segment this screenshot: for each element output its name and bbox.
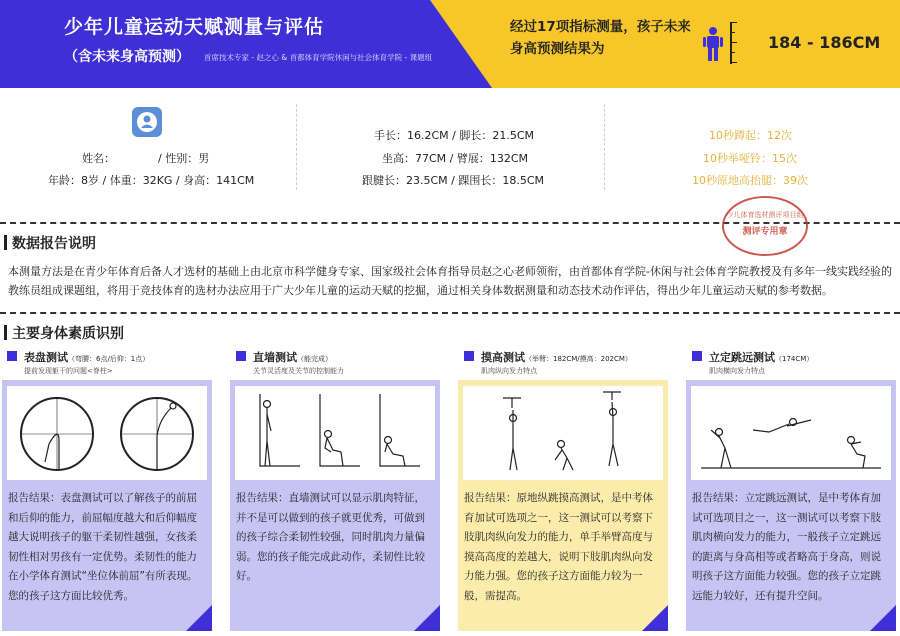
card-title: 立定跳远测试（174CM）: [709, 351, 814, 364]
divider: [296, 104, 298, 190]
card-desc: 提前发现躯干的问题<脊柱>: [24, 367, 113, 375]
section-marker: [4, 325, 7, 340]
card-marker: [464, 351, 474, 361]
page-title: 少年儿童运动天赋测量与评估: [64, 16, 325, 38]
user-icon: [136, 111, 158, 133]
card-result: 报告结果：立定跳远测试，是中考体育加试可选项目之一，这一测试可以考察下肢肌肉横向发力的能力，一般孩子立定跳远的距离与身高相等或者略高于身高，则说明孩子这方面能力较强。您的孩子立定跳远能力较好，还有提升空间。: [692, 492, 881, 602]
hand-foot-length: 手长：16.2CM / 脚长：21.5CM: [374, 129, 535, 142]
jump-test-illustration: [691, 386, 891, 480]
main-title: 主要身体素质识别: [12, 326, 124, 342]
card-result: 报告结果：直墙测试可以显示肌肉特征，并不是可以做到的孩子就更优秀，可做到的孩子综合柔韧性较强，同时肌肉力量偏弱。您的孩子能完成此动作，柔韧性比较好。: [236, 492, 425, 582]
stat-squat: 10秒蹲起：12次: [709, 129, 792, 142]
page-subtitle: （含未来身高预测）: [64, 49, 190, 65]
card-desc: 关节灵活度及关节的控制能力: [253, 367, 344, 375]
credit-line: 首席技术专家 - 赵之心 & 首都体育学院休闲与社会体育学院 - 课题组: [204, 53, 433, 62]
sitting-height-armspan: 坐高：77CM / 臂展：132CM: [382, 152, 529, 165]
card-title: 摸高测试（举臂：182CM/摸高：202CM）: [481, 351, 632, 364]
age-weight-height: 年龄：8岁 / 体重：32KG / 身高：141CM: [48, 174, 255, 187]
card-title: 直墙测试（能完成）: [253, 351, 332, 364]
clock-test-illustration: [7, 386, 207, 480]
seal-stamp: 少儿体育选材测评项目组 测评专用章: [722, 196, 808, 256]
card-desc: 肌肉横向发力特点: [709, 367, 765, 375]
achilles-ankle: 跟腱长：23.5CM / 踝围长：18.5CM: [362, 174, 545, 187]
card-title: 表盘测试（弯腰：6点/后仰：1点）: [24, 351, 150, 364]
card-desc: 肌肉纵向发力特点: [481, 367, 537, 375]
gender-label: / 性别：男: [158, 152, 210, 165]
stat-dumbbell: 10秒举哑铃：15次: [703, 152, 797, 165]
divider: [604, 104, 606, 190]
name-label: 姓名：: [82, 152, 115, 165]
report-title: 数据报告说明: [12, 236, 96, 252]
card-marker: [692, 351, 702, 361]
wall-test-illustration: [235, 386, 435, 480]
card-result: 报告结果：表盘测试可以了解孩子的前屈和后仰的能力，前屈幅度越大和后仰幅度越大说明孩子的躯干柔韧性越强，女孩柔韧性相对男孩有一定优势。柔韧性的能力在小学体育测试“坐位体前屈”有所表现。您的孩子这方面比较优秀。: [8, 492, 198, 602]
reach-test-illustration: [463, 386, 663, 480]
section-marker: [4, 235, 7, 250]
card-result: 报告结果：原地纵跳摸高测试，是中考体育加试可选项之一，这一测试可以考察下肢肌肉纵向发力的能力，单手举臂高度与摸高高度的差越大，说明下肢肌肉纵向发力能力强。您的孩子这方面能力较为一般，需提高。: [464, 492, 653, 602]
stat-high-knees: 10秒原地高抬腿：39次: [692, 174, 808, 187]
card-marker: [7, 351, 17, 361]
prediction-range: 184 - 186CM: [768, 33, 881, 52]
ruler-icon: [730, 22, 738, 64]
card-marker: [236, 351, 246, 361]
person-icon: [703, 27, 723, 61]
prediction-text: 经过17项指标测量，孩子未来身高预测结果为: [510, 19, 691, 57]
section-divider: [0, 312, 900, 314]
avatar: [132, 107, 162, 137]
report-body: 本测量方法是在青少年体育后备人才选材的基础上由北京市科学健身专家、国家级社会体育指导员赵之心老师领衔，由首都体育学院-休闲与社会体育学院教授及有多年一线实践经验的教练员组成课题组，将用于竞技体育的选材办法应用于广大少年儿童的运动天赋的挖掘，通过相关身体数据测量和动态技术动作评估，得出少年儿童运动天赋的参考数据。: [8, 265, 892, 297]
